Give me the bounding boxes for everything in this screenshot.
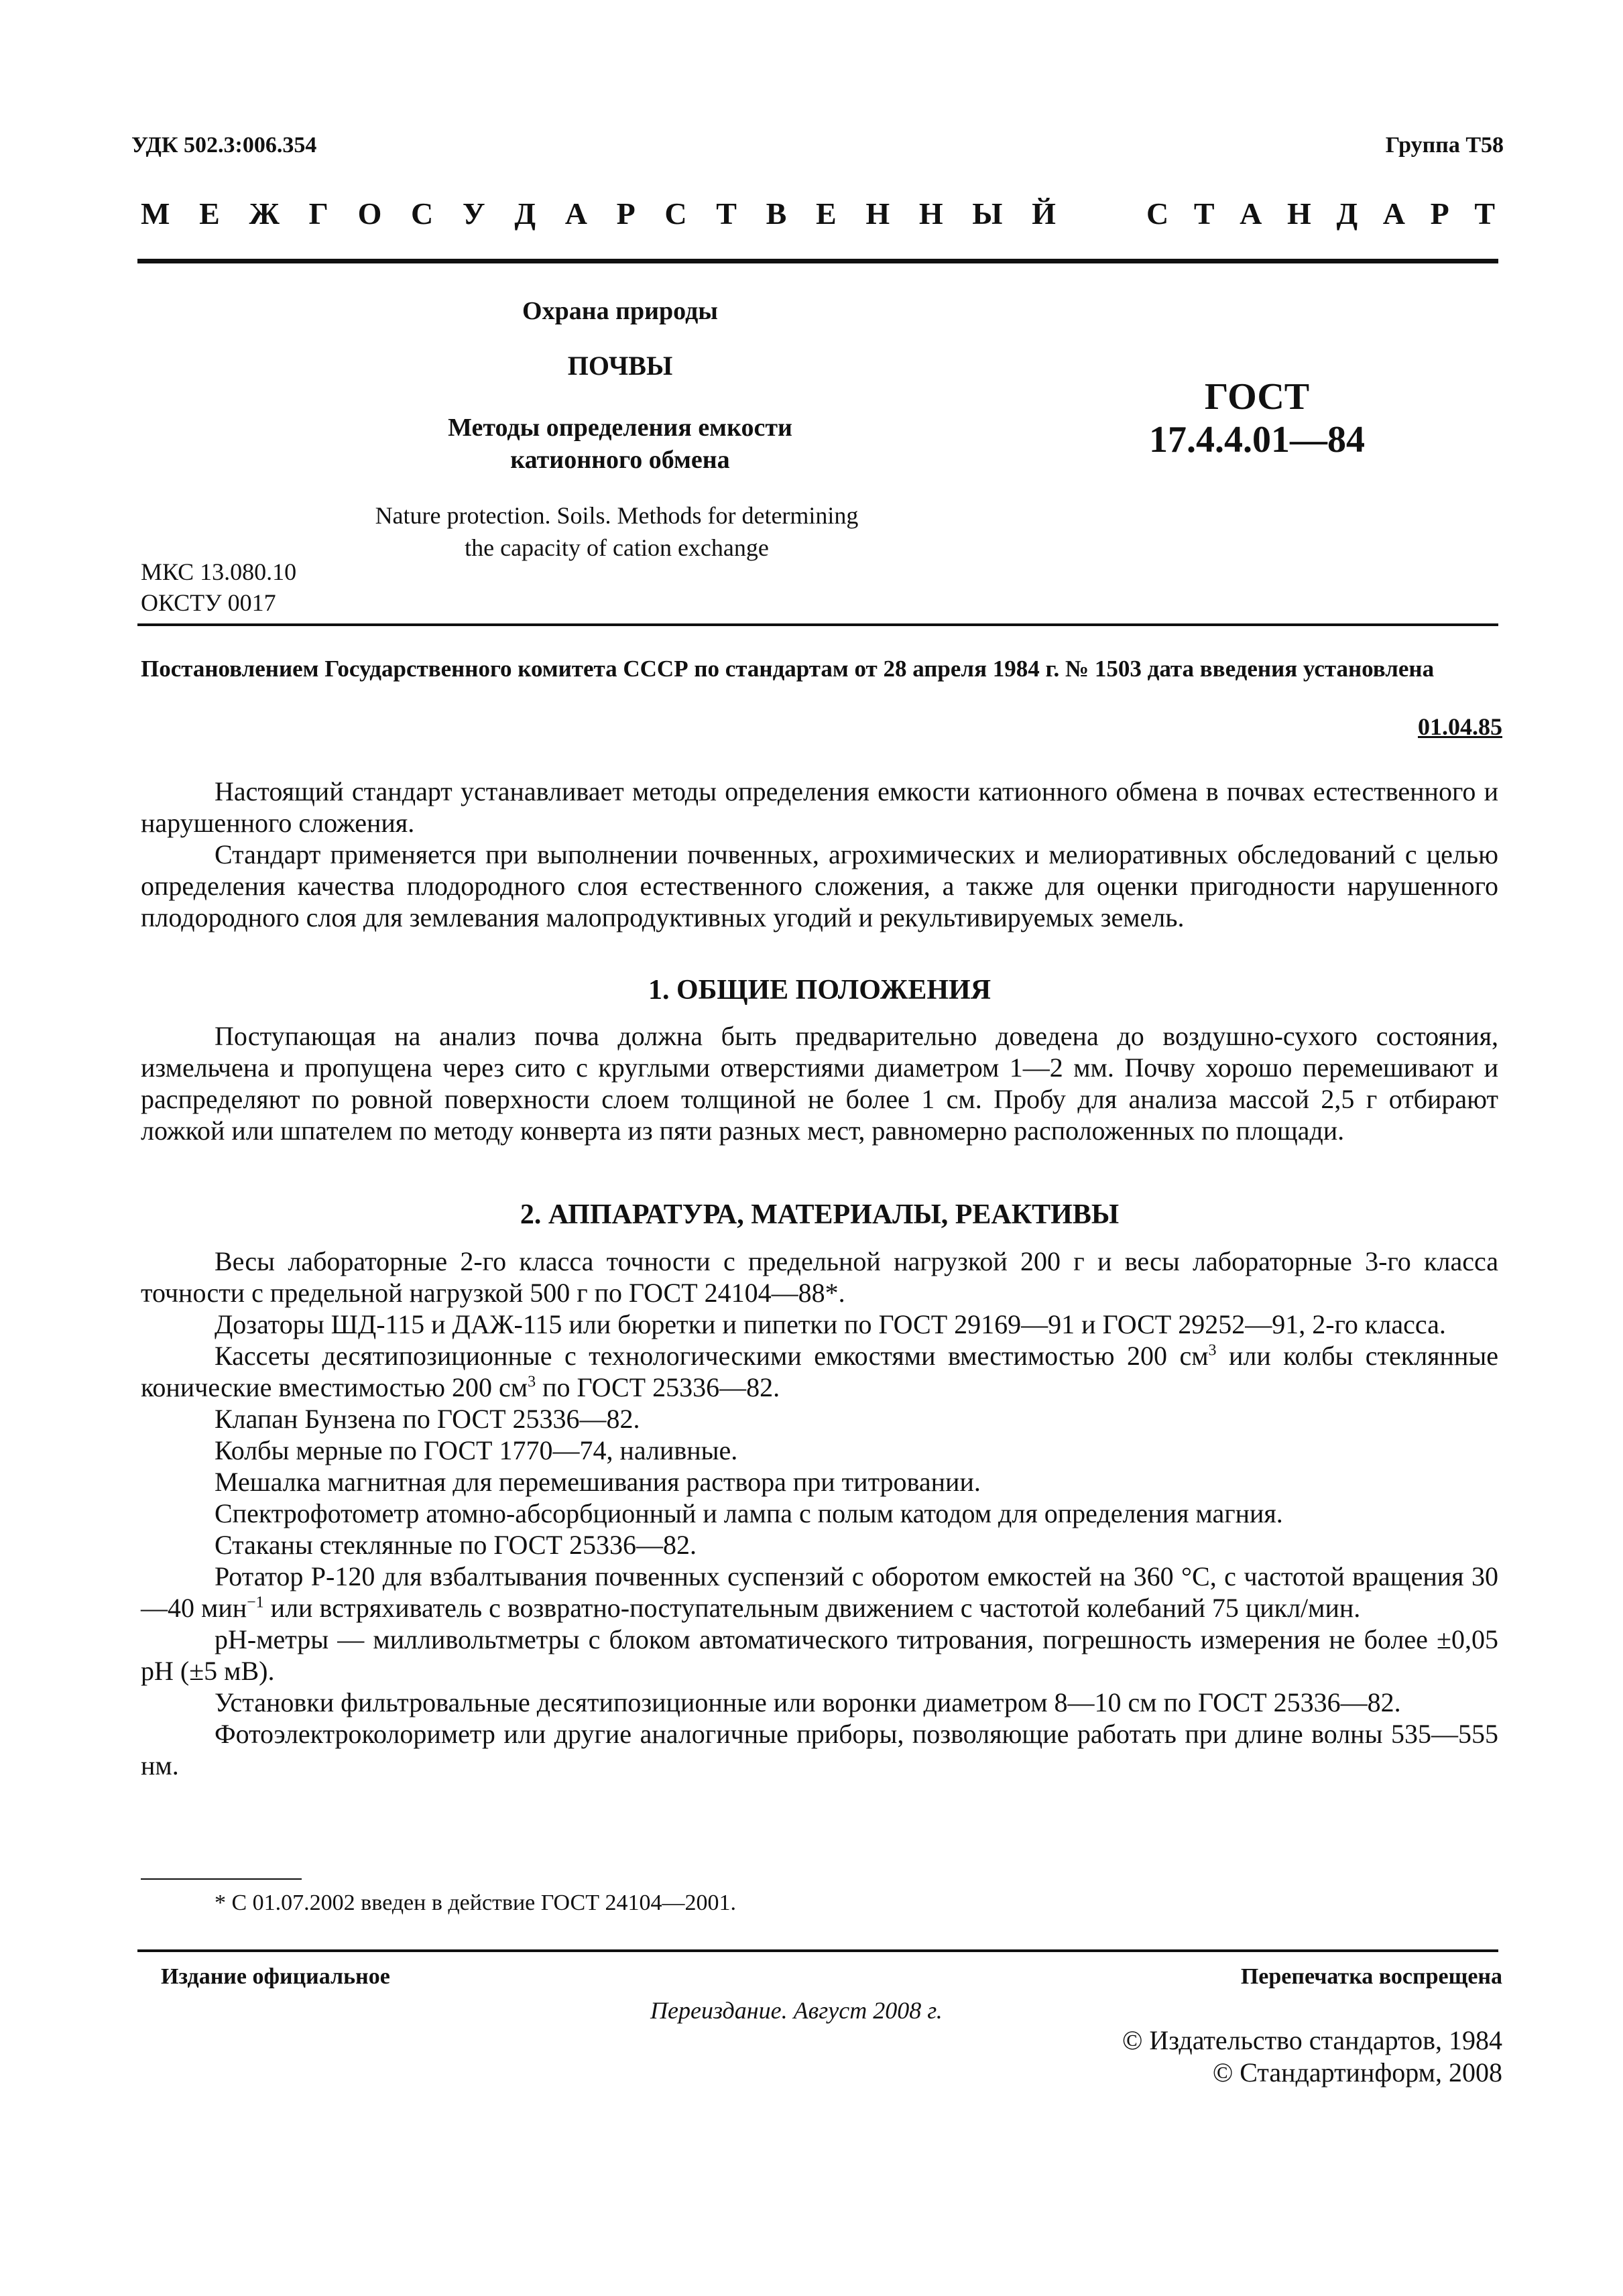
okstu-code: ОКСТУ 0017	[141, 589, 276, 616]
equipment-stirrer: Мешалка магнитная для перемешивания раствора при титровании.	[215, 1467, 981, 1497]
gost-label: ГОСТ	[1204, 376, 1310, 418]
header-rule	[137, 259, 1498, 263]
banner-letter: Н	[918, 196, 943, 231]
intro-paragraph-2: Стандарт применяется при выполнении почвенных, агрохимических и мелиоративных обследований с целью определения качества плодородного слоя естественного сложения, а также для оценки пригодности нарушенного плодородного слоя для землевания малопродуктивных угодий и рекультивируемых земель.	[141, 839, 1498, 932]
title-methods	[362, 412, 878, 476]
reprint-prohibited-label: Перепечатка воспрещена	[1240, 1964, 1502, 1989]
title-rule	[137, 623, 1498, 626]
banner-letter: Д	[1336, 196, 1358, 231]
banner-letter: Т	[1193, 196, 1215, 231]
banner-letter: С	[411, 196, 434, 231]
gost-number	[1113, 375, 1401, 461]
banner-letter: Ж	[249, 196, 280, 231]
equipment-dispensers: Дозаторы ШД-115 и ДАЖ-115 или бюретки и пипетки по ГОСТ 29169—91 и ГОСТ 29252—91, 2-го класса.	[215, 1309, 1446, 1339]
banner-letter: М	[141, 196, 170, 231]
footnote-rule	[141, 1878, 302, 1880]
banner-letter: Т	[1474, 196, 1495, 231]
banner-letter: Г	[308, 196, 328, 231]
banner-letter: Н	[865, 196, 890, 231]
banner-letter: А	[1382, 196, 1405, 231]
banner-letter: В	[766, 196, 787, 231]
section-1-heading: 1. ОБЩИЕ ПОЛОЖЕНИЯ	[648, 975, 991, 1006]
banner-letter: А	[564, 196, 587, 231]
banner-letter: Е	[199, 196, 220, 231]
equipment-flasks: Колбы мерные по ГОСТ 1770—74, наливные.	[215, 1435, 738, 1465]
equipment-spectrophotometer: Спектрофотометр атомно-абсорбционный и лампа с полым катодом для определения магния.	[215, 1498, 1283, 1528]
banner-letter: Й	[1032, 196, 1056, 231]
banner-letter: У	[462, 196, 485, 231]
copyright-1984: © Издательство стандартов, 1984	[1122, 2025, 1502, 2055]
banner-letter: С	[664, 196, 687, 231]
banner-letter: С	[1146, 196, 1169, 231]
equipment-scales: Весы лабораторные 2-го класса точности с предельной нагрузкой 200 г и весы лабораторные 3-го класса точности с предельной нагрузкой 500 г по ГОСТ 24104—88*.	[141, 1246, 1498, 1308]
footnote: * С 01.07.2002 введен в действие ГОСТ 24104—2001.	[215, 1890, 736, 1915]
equipment-cassettes: Кассеты десятипозиционные с технологическими емкостями вместимостью 200 $см^3$ или колбы стеклянные конические вместимостью 200 $см^3$ по ГОСТ 25336—82.	[141, 1341, 1498, 1402]
banner-letter: Н	[1287, 196, 1311, 231]
classification-codes	[141, 556, 296, 618]
section-2-heading: 2. АППАРАТУРА, МАТЕРИАЛЫ, РЕАКТИВЫ	[520, 1199, 1120, 1230]
section-2-body	[141, 1246, 1498, 1781]
group-code: Группа Т58	[1385, 133, 1504, 158]
english-title-line2: the capacity of cation exchange	[465, 534, 769, 561]
reissue-note: Переиздание. Август 2008 г.	[650, 1997, 943, 2024]
equipment-photocolorimeter: Фотоэлектроколориметр или другие аналогичные приборы, позволяющие работать при длине волны 535—555 нм.	[141, 1719, 1498, 1780]
banner-letter: Д	[514, 196, 536, 231]
section-1-paragraph: Поступающая на анализ почва должна быть предварительно доведена до воздушно-сухого состояния, измельчена и пропущена через сито с круглыми отверстиями диаметром 1—2 мм. Почву хорошо перемешивают и распределяют по ровной поверхности слоем толщиной не более 1 см. Пробу для анализа массой 2,5 г отбирают ложкой или шпателем по методу конверта из пяти разных мест, равномерно расположенных по площади.	[141, 1021, 1498, 1146]
english-title	[315, 499, 918, 564]
banner-letter: А	[1240, 196, 1262, 231]
banner-letter: Е	[816, 196, 837, 231]
title-methods-line1: Методы определения емкости	[448, 414, 792, 442]
intro-paragraph-1: Настоящий стандарт устанавливает методы определения емкости катионного обмена в почвах естественного и нарушенного сложения.	[141, 776, 1498, 838]
introduction-date: 01.04.85	[1418, 713, 1502, 740]
copyright-2008: © Стандартинформ, 2008	[1212, 2057, 1502, 2088]
footer-rule	[137, 1949, 1498, 1952]
title-soils: ПОЧВЫ	[567, 351, 673, 381]
gost-designation: 17.4.4.01—84	[1149, 419, 1365, 461]
intro-section	[141, 776, 1498, 933]
official-edition-label: Издание официальное	[161, 1964, 390, 1989]
banner-word-standard	[1146, 196, 1495, 231]
equipment-rotator: Ротатор Р-120 для взбалтывания почвенных суспензий с оборотом емкостей на 360 °С, с частотой вращения 30—40 мин$^{-1}$ или встряхиватель с возвратно-поступательным движением с частотой колебаний 75 цикл/мин.	[141, 1561, 1498, 1623]
title-protection: Охрана природы	[522, 297, 718, 325]
equipment-bunsen-valve: Клапан Бунзена по ГОСТ 25336—82.	[215, 1404, 640, 1434]
banner-letter: Ы	[972, 196, 1003, 231]
equipment-beakers: Стаканы стеклянные по ГОСТ 25336—82.	[215, 1530, 697, 1560]
decree-text: Постановлением Государственного комитета СССР по стандартам от 28 апреля 1984 г. № 1503 дата введения установлена	[141, 656, 1435, 682]
section-1-body	[141, 1020, 1498, 1146]
banner-letter: О	[357, 196, 382, 231]
english-title-line1: Nature protection. Soils. Methods for determining	[375, 502, 859, 529]
banner-letter: Т	[716, 196, 737, 231]
equipment-filter-units: Установки фильтровальные десятипозиционные или воронки диаметром 8—10 см по ГОСТ 25336—82.	[215, 1687, 1401, 1717]
banner-letter: Р	[1430, 196, 1449, 231]
mks-code: МКС 13.080.10	[141, 558, 297, 585]
title-methods-line2: катионного обмена	[510, 446, 730, 474]
interstate-standard-banner	[141, 196, 1495, 231]
copyright-block	[1122, 2025, 1502, 2089]
banner-word-interstate	[141, 196, 1056, 231]
banner-letter: Р	[616, 196, 636, 231]
udc-code: УДК 502.3:006.354	[131, 133, 317, 158]
equipment-ph-meters: рН-метры — милливольтметры с блоком автоматического титрования, погрешность измерения не более ±0,05 pH (±5 мВ).	[141, 1624, 1498, 1686]
